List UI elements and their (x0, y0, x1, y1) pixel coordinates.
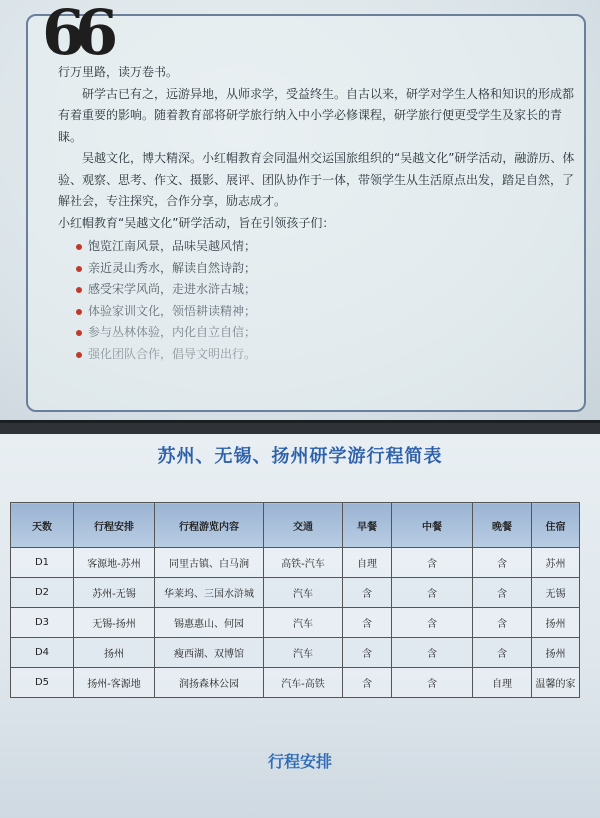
cell-lunch: 含 (392, 578, 473, 608)
schedule-title: 苏州、无锡、扬州研学游行程简表 (157, 446, 443, 467)
header-lunch: 中餐 (392, 503, 473, 548)
aim-item: 体验家训文化，领悟耕读精神； (76, 301, 580, 323)
table-row (11, 668, 580, 698)
cell-day: D2 (11, 578, 74, 608)
cell-day: D1 (11, 548, 74, 578)
header-content: 行程游览内容 (155, 503, 264, 548)
aim-item: 参与丛林体验，内化自立自信； (76, 322, 580, 344)
intro-paragraph-2: 吴越文化，博大精深。小红帽教育会同温州交运国旅组织的“吴越文化”研学活动，融游历、体验、观察、思考、作文、摄影、展评、团队协作于一体，带领学生从生活原点出发，踏足自然，了解社会，专注探究，合作分享，励志成才。 (58, 151, 575, 208)
cell-dinner: 含 (473, 608, 532, 638)
cell-content: 同里古镇、白马涧 (155, 548, 264, 578)
cell-day: D5 (11, 668, 74, 698)
header-days: 天数 (11, 503, 74, 548)
quote-mark: 66 (42, 0, 109, 69)
table-row (11, 608, 580, 638)
table-row (11, 548, 580, 578)
intro-text (58, 62, 580, 365)
cell-route: 无锡-扬州 (74, 608, 155, 638)
cell-breakfast: 含 (343, 638, 392, 668)
cell-lunch: 含 (392, 638, 473, 668)
cell-transport: 高铁-汽车 (264, 548, 343, 578)
table-row (11, 638, 580, 668)
cell-lodging: 扬州 (532, 638, 580, 668)
cell-route: 苏州-无锡 (74, 578, 155, 608)
cell-content: 瘦西湖、双博馆 (155, 638, 264, 668)
cell-transport: 汽车 (264, 638, 343, 668)
cell-lodging: 扬州 (532, 608, 580, 638)
cell-content: 锡惠惠山、何园 (155, 608, 264, 638)
cell-lunch: 含 (392, 668, 473, 698)
cell-content: 华莱坞、三国水浒城 (155, 578, 264, 608)
cell-transport: 汽车-高铁 (264, 668, 343, 698)
table-header-row (11, 503, 580, 548)
cell-lodging: 无锡 (532, 578, 580, 608)
cell-lodging: 苏州 (532, 548, 580, 578)
cell-transport: 汽车 (264, 578, 343, 608)
cell-day: D3 (11, 608, 74, 638)
table-row (11, 578, 580, 608)
header-dinner: 晚餐 (473, 503, 532, 548)
header-breakfast: 早餐 (343, 503, 392, 548)
cell-route: 扬州-客源地 (74, 668, 155, 698)
cell-lunch: 含 (392, 608, 473, 638)
cell-transport: 汽车 (264, 608, 343, 638)
cell-breakfast: 含 (343, 608, 392, 638)
cell-route: 客源地-苏州 (74, 548, 155, 578)
cell-day: D4 (11, 638, 74, 668)
cell-breakfast: 自理 (343, 548, 392, 578)
aim-item: 强化团队合作，倡导文明出行。 (76, 344, 580, 366)
cell-content: 润扬森林公园 (155, 668, 264, 698)
cell-dinner: 含 (473, 578, 532, 608)
header-route: 行程安排 (74, 503, 155, 548)
cell-dinner: 自理 (473, 668, 532, 698)
cell-lodging: 温馨的家 (532, 668, 580, 698)
cell-breakfast: 含 (343, 578, 392, 608)
aim-item: 饱览江南风景，品味吴越风情； (76, 236, 580, 258)
aims-lead: 小红帽教育“吴越文化”研学活动，旨在引领孩子们： (58, 215, 335, 230)
cell-breakfast: 含 (343, 668, 392, 698)
cell-route: 扬州 (74, 638, 155, 668)
itinerary-heading: 行程安排 (267, 752, 332, 771)
intro-lead: 行万里路，读万卷书。 (58, 65, 179, 79)
aims-list (76, 236, 580, 365)
aim-item: 感受宋学风尚，走进水浒古城； (76, 279, 580, 301)
cell-lunch: 含 (392, 548, 473, 578)
intro-paragraph-1: 研学古已有之，远游异地，从师求学，受益终生。自古以来，研学对学生人格和知识的形成都有着重要的影响。随着教育部将研学旅行纳入中小学必修课程，研学旅行便更受学生及家长的青睐。 (58, 86, 575, 144)
schedule-table (10, 502, 580, 698)
header-lodging: 住宿 (532, 503, 580, 548)
header-transport: 交通 (264, 503, 343, 548)
aim-item: 亲近灵山秀水，解读自然诗韵； (76, 258, 580, 280)
cell-dinner: 含 (473, 548, 532, 578)
cell-dinner: 含 (473, 638, 532, 668)
